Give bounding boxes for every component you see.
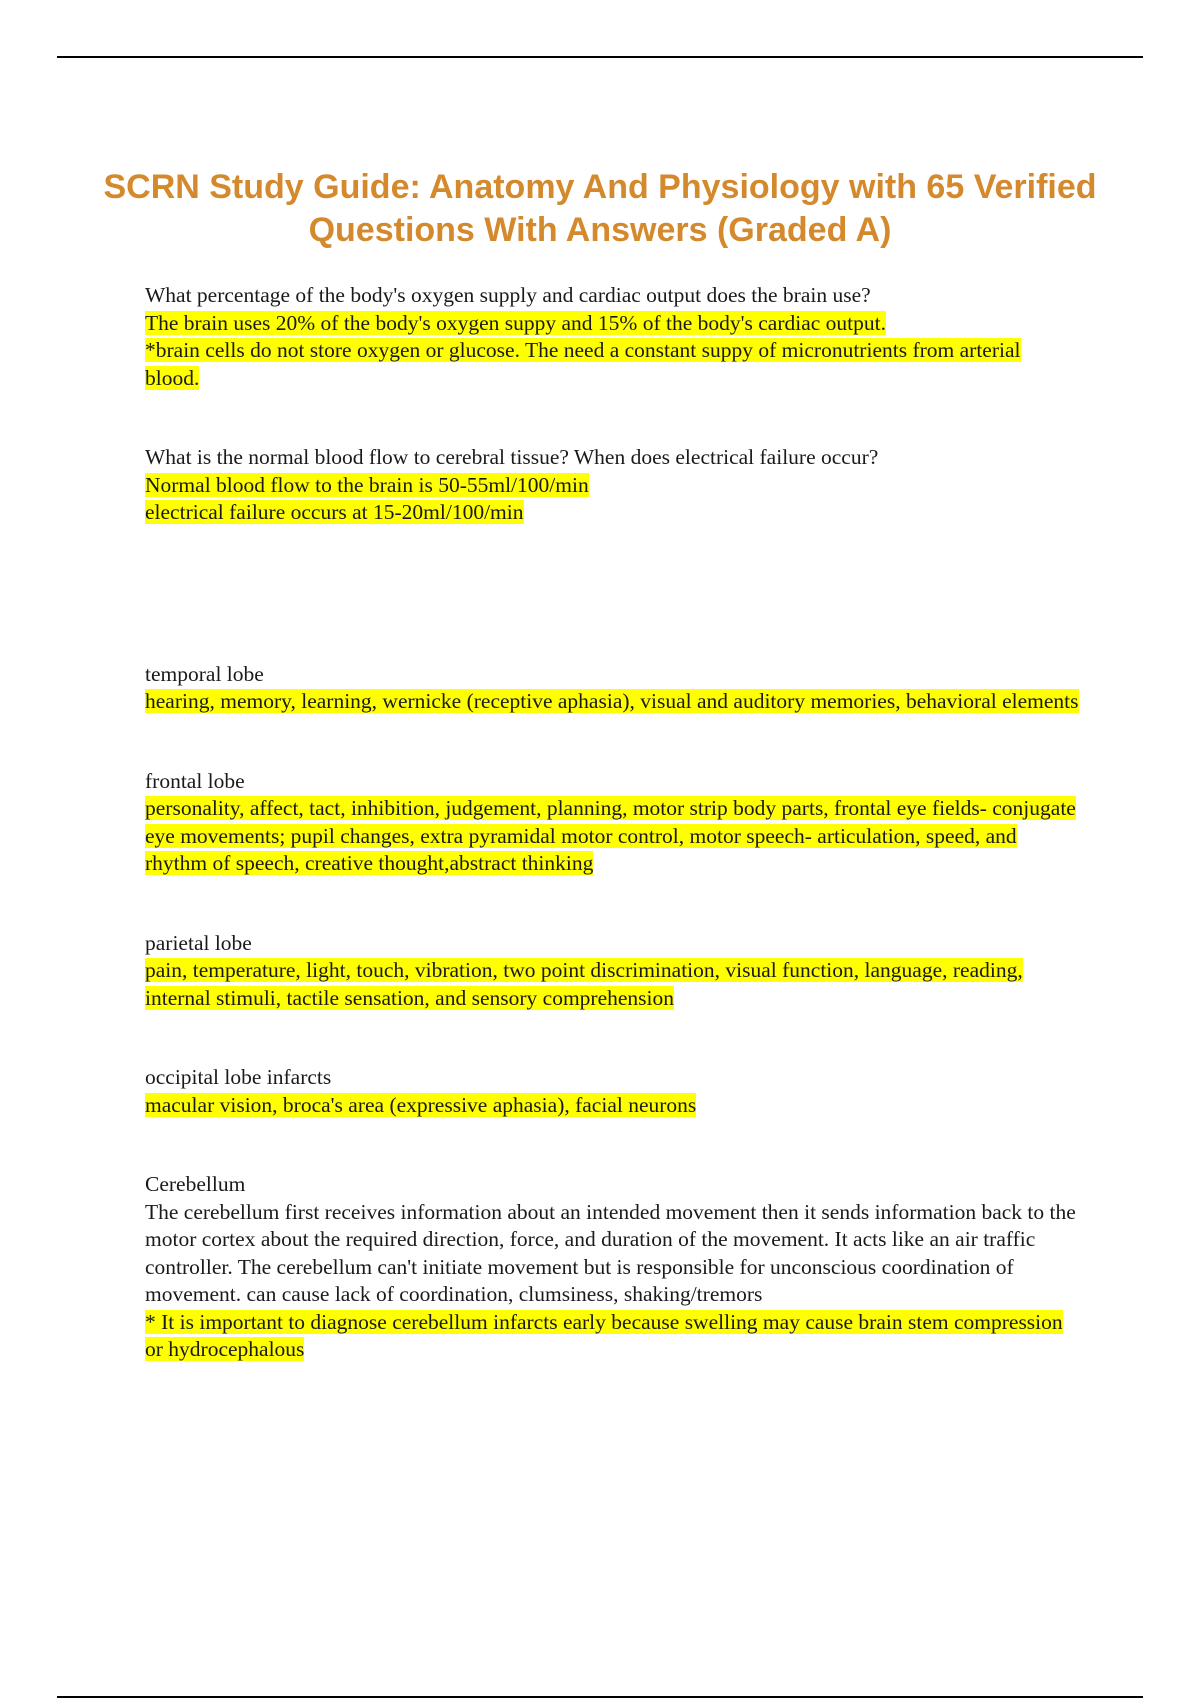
highlighted-answer: hearing, memory, learning, wernicke (receptive aphasia), visual and auditory memories, behavioral elements xyxy=(145,689,1079,713)
answer-line xyxy=(145,310,1080,338)
question: occipital lobe infarcts xyxy=(145,1065,332,1089)
document-body xyxy=(145,282,1080,1364)
answer-line xyxy=(145,1309,1080,1364)
top-rule xyxy=(57,56,1143,58)
highlighted-answer: pain, temperature, light, touch, vibration, two point discrimination, visual function, language, reading, internal stimuli, tactile sensation, and sensory comprehension xyxy=(145,958,1023,1010)
answer-line xyxy=(145,337,1080,392)
question: frontal lobe xyxy=(145,768,245,793)
qa-item xyxy=(145,930,1080,1013)
answer-line xyxy=(145,472,1080,500)
qa-item xyxy=(145,1171,1080,1364)
bottom-rule xyxy=(57,1696,1143,1698)
qa-item xyxy=(145,661,1080,716)
question: temporal lobe xyxy=(145,661,264,686)
answer-line xyxy=(145,1092,1080,1120)
answer-line xyxy=(145,499,1080,527)
answer-line xyxy=(145,688,1080,716)
answer-line xyxy=(145,957,1080,1012)
question: parietal lobe xyxy=(145,930,252,955)
document-title: SCRN Study Guide: Anatomy And Physiology with 65 Verified Questions With Answers (Graded A) xyxy=(103,168,1097,249)
qa-item xyxy=(145,444,1080,527)
question: What is the normal blood flow to cerebral tissue? When does electrical failure occur? xyxy=(145,445,879,469)
answer-line xyxy=(145,795,1080,878)
highlighted-answer: macular vision, broca's area (expressive aphasia), facial neurons xyxy=(145,1092,697,1117)
qa-item xyxy=(145,768,1080,878)
highlighted-answer: *brain cells do not store oxygen or glucose. The need a constant suppy of micronutrients from arterial blood. xyxy=(145,338,1021,390)
highlighted-answer: electrical failure occurs at 15-20ml/100/min xyxy=(145,500,524,524)
qa-item xyxy=(145,282,1080,392)
highlighted-answer: Normal blood flow to the brain is 50-55ml/100/min xyxy=(145,472,589,497)
qa-item xyxy=(145,1064,1080,1119)
highlighted-answer: The brain uses 20% of the body's oxygen suppy and 15% of the body's cardiac output. xyxy=(145,310,886,335)
question: Cerebellum xyxy=(145,1172,246,1196)
answer-paragraph: The cerebellum first receives information about an intended movement then it sends information back to the motor cortex about the required direction, force, and duration of the movement. It acts like an air traffic controller. The cerebellum can't initiate movement but is responsible for unconscious coordination of movement. can cause lack of coordination, clumsiness, shaking/tremors xyxy=(145,1199,1076,1306)
highlighted-answer: personality, affect, tact, inhibition, judgement, planning, motor strip body parts, frontal eye fields- conjugate eye movements; pupil changes, extra pyramidal motor control, motor speech- articulation, speed, and rhythm of speech, creative thought,abstract thinking xyxy=(145,796,1076,875)
question: What percentage of the body's oxygen supply and cardiac output does the brain use? xyxy=(145,283,871,307)
highlighted-answer: * It is important to diagnose cerebellum infarcts early because swelling may cause brain stem compression or hydrocephalous xyxy=(145,1309,1063,1361)
